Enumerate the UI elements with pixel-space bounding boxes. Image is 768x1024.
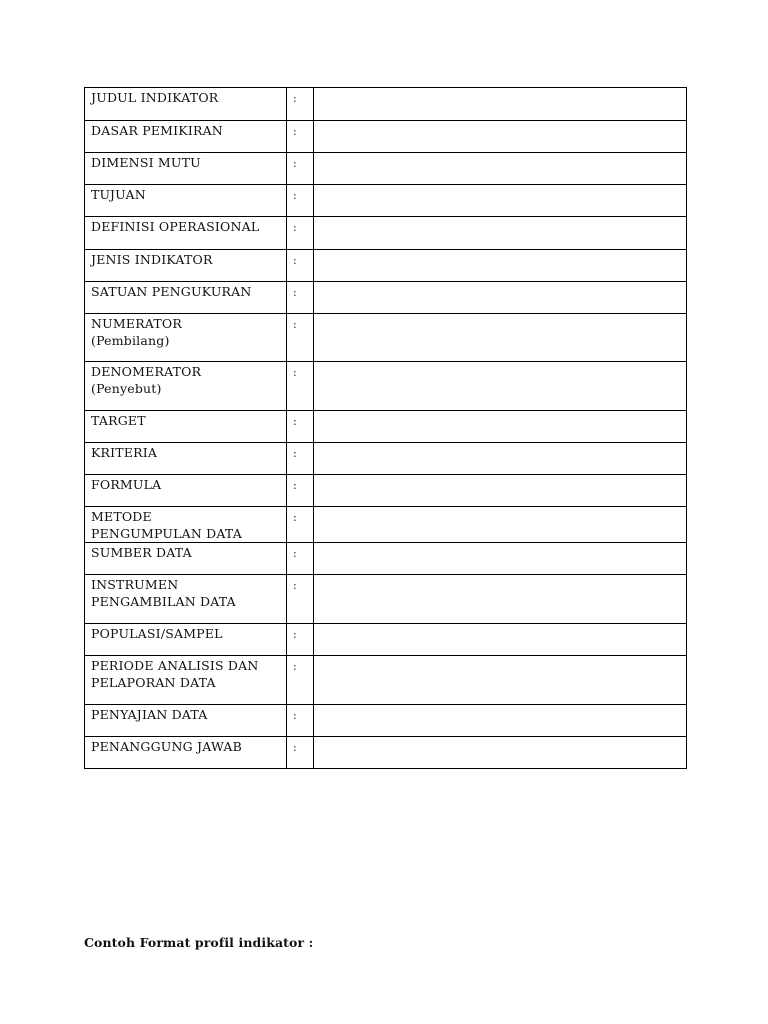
field-label-denomerator xyxy=(85,362,287,411)
field-label-line: METODE xyxy=(91,509,152,524)
field-value-instrumen-pengambilan-data[interactable] xyxy=(314,575,687,624)
field-value-periode-analisis[interactable] xyxy=(314,656,687,705)
format-caption: Contoh Format profil indikator : xyxy=(84,935,314,950)
field-separator: : xyxy=(287,411,314,443)
form-row-dasar-pemikiran xyxy=(85,121,687,153)
field-separator: : xyxy=(287,705,314,737)
form-row-tujuan xyxy=(85,185,687,217)
form-row-metode-pengumpulan-data xyxy=(85,507,687,543)
field-value-denomerator[interactable] xyxy=(314,362,687,411)
field-label-satuan-pengukuran xyxy=(85,282,287,314)
field-label-tujuan xyxy=(85,185,287,217)
field-value-satuan-pengukuran[interactable] xyxy=(314,282,687,314)
field-label-instrumen-pengambilan-data xyxy=(85,575,287,624)
indicator-profile-table-body xyxy=(85,88,687,769)
form-row-kriteria xyxy=(85,443,687,475)
field-separator: : xyxy=(287,217,314,250)
field-label-formula xyxy=(85,475,287,507)
field-label-line: PENYAJIAN DATA xyxy=(91,707,208,722)
field-label-kriteria xyxy=(85,443,287,475)
field-label-line: (Pembilang) xyxy=(91,333,170,348)
field-label-line: PENGAMBILAN DATA xyxy=(91,594,236,609)
form-row-sumber-data xyxy=(85,543,687,575)
form-row-formula xyxy=(85,475,687,507)
field-separator: : xyxy=(287,121,314,153)
field-separator: : xyxy=(287,543,314,575)
field-label-line: POPULASI/SAMPEL xyxy=(91,626,223,641)
form-row-periode-analisis xyxy=(85,656,687,705)
form-row-dimensi-mutu xyxy=(85,153,687,185)
field-label-dimensi-mutu xyxy=(85,153,287,185)
form-row-numerator xyxy=(85,314,687,362)
field-value-formula[interactable] xyxy=(314,475,687,507)
field-label-line: PENGUMPULAN DATA xyxy=(91,526,243,541)
field-label-line: SUMBER DATA xyxy=(91,545,192,560)
form-row-satuan-pengukuran xyxy=(85,282,687,314)
field-separator: : xyxy=(287,656,314,705)
field-separator: : xyxy=(287,575,314,624)
form-row-definisi-operasional xyxy=(85,217,687,250)
field-value-kriteria[interactable] xyxy=(314,443,687,475)
field-separator: : xyxy=(287,362,314,411)
field-label-line: PELAPORAN DATA xyxy=(91,675,216,690)
field-value-penyajian-data[interactable] xyxy=(314,705,687,737)
field-label-line: DIMENSI MUTU xyxy=(91,155,201,170)
field-label-populasi-sampel xyxy=(85,624,287,656)
form-row-denomerator xyxy=(85,362,687,411)
field-separator: : xyxy=(287,475,314,507)
field-separator: : xyxy=(287,282,314,314)
field-label-line: TARGET xyxy=(91,413,146,428)
field-label-periode-analisis xyxy=(85,656,287,705)
form-row-instrumen-pengambilan-data xyxy=(85,575,687,624)
field-value-target[interactable] xyxy=(314,411,687,443)
field-separator: : xyxy=(287,737,314,769)
field-label-line: DEFINISI OPERASIONAL xyxy=(91,219,260,234)
field-label-line: (Penyebut) xyxy=(91,381,162,396)
field-value-sumber-data[interactable] xyxy=(314,543,687,575)
field-separator: : xyxy=(287,153,314,185)
form-row-penyajian-data xyxy=(85,705,687,737)
field-label-line: JENIS INDIKATOR xyxy=(91,252,213,267)
field-value-metode-pengumpulan-data[interactable] xyxy=(314,507,687,543)
field-value-definisi-operasional[interactable] xyxy=(314,217,687,250)
form-row-target xyxy=(85,411,687,443)
field-label-line: NUMERATOR xyxy=(91,316,182,331)
field-value-dimensi-mutu[interactable] xyxy=(314,153,687,185)
field-label-line: PENANGGUNG JAWAB xyxy=(91,739,243,754)
field-label-sumber-data xyxy=(85,543,287,575)
field-label-numerator xyxy=(85,314,287,362)
field-value-numerator[interactable] xyxy=(314,314,687,362)
form-row-jenis-indikator xyxy=(85,250,687,282)
field-value-judul-indikator[interactable] xyxy=(314,88,687,121)
field-label-line: PERIODE ANALISIS DAN xyxy=(91,658,259,673)
form-row-populasi-sampel xyxy=(85,624,687,656)
field-label-line: DENOMERATOR xyxy=(91,364,202,379)
field-label-line: JUDUL INDIKATOR xyxy=(91,90,219,105)
indicator-profile-table xyxy=(84,87,687,769)
field-label-penanggung-jawab xyxy=(85,737,287,769)
field-label-metode-pengumpulan-data xyxy=(85,507,287,543)
field-label-penyajian-data xyxy=(85,705,287,737)
field-separator: : xyxy=(287,88,314,121)
field-label-judul-indikator xyxy=(85,88,287,121)
field-value-tujuan[interactable] xyxy=(314,185,687,217)
field-value-dasar-pemikiran[interactable] xyxy=(314,121,687,153)
field-label-line: DASAR PEMIKIRAN xyxy=(91,123,223,138)
field-value-penanggung-jawab[interactable] xyxy=(314,737,687,769)
form-row-judul-indikator xyxy=(85,88,687,121)
field-separator: : xyxy=(287,314,314,362)
field-separator: : xyxy=(287,443,314,475)
field-label-definisi-operasional xyxy=(85,217,287,250)
field-label-line: FORMULA xyxy=(91,477,162,492)
field-label-line: SATUAN PENGUKURAN xyxy=(91,284,252,299)
field-separator: : xyxy=(287,250,314,282)
field-value-populasi-sampel[interactable] xyxy=(314,624,687,656)
field-value-jenis-indikator[interactable] xyxy=(314,250,687,282)
field-label-line: INSTRUMEN xyxy=(91,577,179,592)
field-label-line: TUJUAN xyxy=(91,187,146,202)
form-row-penanggung-jawab xyxy=(85,737,687,769)
field-label-dasar-pemikiran xyxy=(85,121,287,153)
field-separator: : xyxy=(287,624,314,656)
field-separator: : xyxy=(287,185,314,217)
field-label-line: KRITERIA xyxy=(91,445,158,460)
field-label-target xyxy=(85,411,287,443)
field-separator: : xyxy=(287,507,314,543)
field-label-jenis-indikator xyxy=(85,250,287,282)
